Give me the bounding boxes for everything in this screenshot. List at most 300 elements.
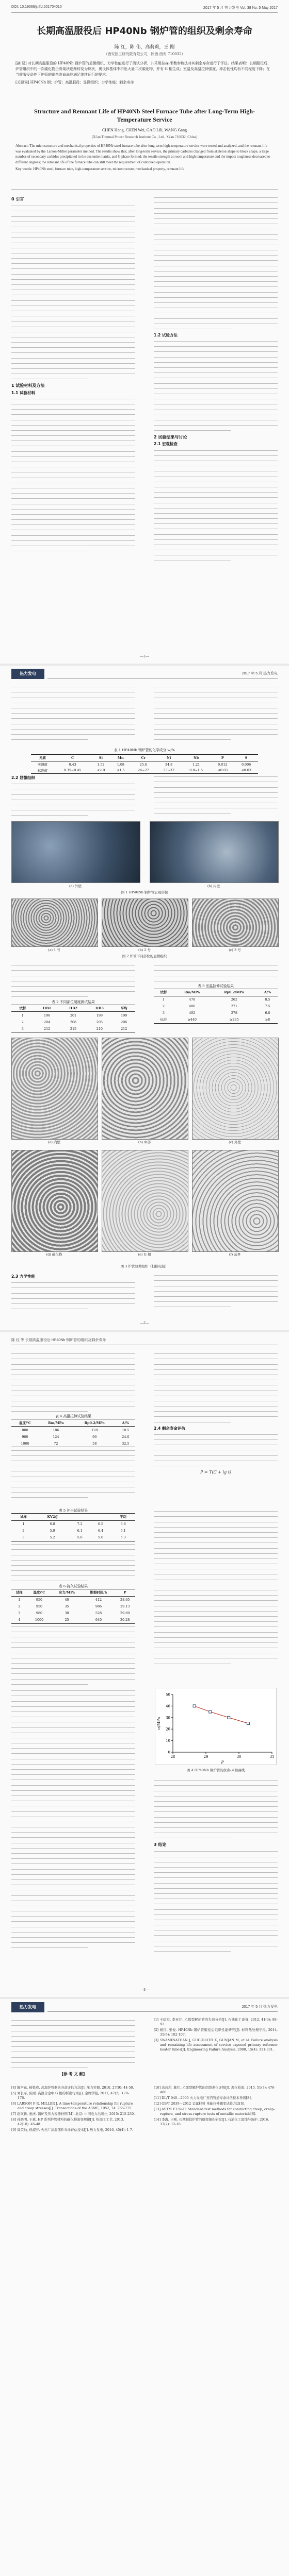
text-line (11, 454, 135, 459)
text-line (154, 706, 278, 710)
text-line (154, 1855, 278, 1859)
table-cell: 6.1 (77, 1529, 83, 1533)
table-cell: 800 (22, 1428, 28, 1432)
text-line (154, 453, 278, 458)
text-line (154, 316, 278, 321)
reference-item: [5] 刘长军, 陈刚. 高温合金中 G 相的析出行为[J]. 金属学报, 2011, 47(2): 170-176. (11, 2091, 129, 2100)
text-line (11, 2044, 135, 2049)
table-header-cell: P (211, 755, 234, 761)
y-tick-label: 10 (166, 1739, 170, 1743)
table-4-caption: 表 4 高温拉伸试验结果 (55, 1414, 91, 1419)
text-line (11, 1914, 135, 1919)
table-cell: 215 (60, 1025, 87, 1032)
text-line (11, 1704, 135, 1709)
text-line (11, 1851, 135, 1856)
text-line (154, 355, 278, 360)
table-header-cell: 应力/MPa (51, 1589, 82, 1596)
text-line (11, 209, 135, 213)
text-line (154, 365, 278, 370)
body-column-right (154, 1351, 278, 1505)
paragraph (11, 685, 135, 742)
subsection-heading: 1.1 试验材料 (11, 390, 35, 395)
table-row (11, 1528, 135, 1534)
table-cell: 25.6 (139, 762, 147, 767)
text-line (11, 465, 135, 469)
text-line (11, 1741, 135, 1745)
text-line (154, 1437, 278, 1442)
text-line (154, 227, 278, 231)
text-line (154, 1278, 278, 1283)
table-header-cell: Nb (182, 755, 211, 761)
text-line (11, 1693, 135, 1698)
text-line (11, 782, 135, 786)
table-cell: 25 (51, 1617, 82, 1623)
text-line (154, 248, 278, 252)
text-line (11, 1367, 135, 1372)
text-line (154, 1804, 278, 1809)
text-line (154, 1912, 278, 1917)
table-cell: 6.0 (265, 1011, 270, 1015)
figure-2c-micrograph (192, 899, 279, 947)
text-line (11, 1563, 135, 1568)
text-line (154, 1378, 278, 1382)
text-line (11, 2023, 135, 2028)
table-cell: 204 (44, 1020, 51, 1024)
text-line (11, 371, 135, 376)
paragraph (11, 1688, 135, 1950)
text-line (11, 1820, 135, 1824)
table-row (11, 1617, 135, 1623)
text-line (154, 448, 278, 453)
running-head: 陈 红 等 长期高温服役后 HP40Nb 钢炉管的组织及剩余寿命 (11, 1336, 278, 1345)
text-line (11, 1624, 135, 1629)
text-line (11, 984, 135, 989)
text-line (11, 1809, 135, 1814)
table-header-cell: 元素 (31, 755, 54, 761)
table-cell: ≥440 (173, 1016, 211, 1023)
text-line (11, 989, 135, 994)
text-line (11, 1291, 135, 1296)
table-2-caption: 表 2 不同部位硬度测试结果 (52, 999, 95, 1004)
abstract-cn (15, 61, 274, 86)
text-line (11, 1856, 135, 1861)
table-cell: 271 (231, 1004, 237, 1009)
text-line (154, 1799, 278, 1804)
text-line (154, 506, 278, 511)
table-cell: 1000 (27, 1617, 52, 1623)
text-line (11, 803, 135, 807)
text-line (11, 1409, 88, 1414)
larson-miller-chart (155, 1688, 277, 1766)
text-line (11, 1464, 135, 1468)
table-cell: 4 (11, 1617, 27, 1623)
table-header-cell: Si (91, 755, 110, 761)
text-line (154, 339, 278, 344)
table-row (11, 1012, 135, 1019)
text-line (11, 1772, 135, 1777)
text-line (154, 321, 278, 326)
reference-item: [3] SWAMINATHAN J, GUGULOTH K, GUNJAN M, et al. Failure analysis and remaining life assessment of service exposed primary reformer heater tubes[J]. Engineering Failure Analysis, 2008, 15(4): 311-331. (154, 2038, 278, 2052)
table-cell: 1 (22, 1522, 25, 1527)
text-line (154, 495, 278, 500)
text-line (11, 402, 135, 406)
text-line (11, 340, 135, 345)
text-line (11, 1835, 135, 1840)
figure-3-micrograph (192, 1150, 279, 1252)
text-line (11, 2034, 135, 2039)
text-line (11, 433, 135, 438)
text-line (154, 1815, 278, 1820)
text-line (11, 544, 135, 548)
body-column-left (11, 1509, 135, 1679)
figure-3-micrograph (192, 1038, 279, 1140)
text-line (11, 528, 135, 532)
keywords-cn: [关键词] HP40Nb 钢；炉管；高温服役；显微组织；力学性能；剩余寿命 (15, 80, 134, 84)
text-line (11, 219, 135, 224)
text-line (154, 732, 278, 737)
text-line (11, 1919, 135, 1924)
page-footer: —3— (140, 1988, 149, 1992)
table-cell: 0.35~0.45 (54, 768, 91, 774)
text-line (154, 501, 278, 505)
figure-2-caption: 图 2 炉管不同部位的显微组织 (122, 954, 167, 958)
text-line (154, 327, 231, 331)
paragraph (154, 1849, 278, 1954)
figure-1b-label: (b) 内壁 (207, 884, 220, 888)
text-line (11, 1542, 135, 1547)
text-line (154, 1870, 278, 1875)
text-line (11, 418, 135, 422)
reference-item: [6] LARSON F R, MILLER J. A time-temperature relationship for rupture and creep stresses[J]. Transactions of the ASME, 1952, 74: 765-775. (11, 2102, 133, 2110)
y-tick-label: 20 (166, 1727, 170, 1732)
text-line (11, 204, 135, 208)
text-line (11, 407, 135, 412)
text-line (154, 685, 278, 689)
text-line (11, 1715, 135, 1719)
text-line (11, 350, 135, 355)
text-line (11, 1547, 135, 1552)
text-line (11, 486, 135, 490)
affiliation-cn: （西安热工研究院有限公司，陕西 西安 710032） (104, 52, 185, 56)
text-line (154, 306, 278, 310)
text-line (11, 1558, 135, 1563)
text-line (154, 1399, 278, 1403)
table-cell: 212 (34, 1025, 60, 1032)
text-line (154, 801, 278, 805)
table-cell: 412 (95, 1598, 102, 1602)
text-line (11, 1682, 88, 1687)
text-line (154, 1881, 278, 1886)
table-cell: 实测值 (37, 762, 48, 767)
text-line (11, 1777, 135, 1782)
table-cell: 950 (36, 1598, 43, 1602)
y-tick-label: 40 (166, 1704, 170, 1708)
paragraph (11, 1624, 135, 1687)
subsection-heading: 2.1 宏观检查 (154, 442, 178, 447)
text-line (154, 1540, 278, 1545)
figure-1a-photo (11, 821, 140, 883)
y-tick-label: 0 (168, 1750, 170, 1755)
text-line (11, 994, 88, 999)
text-line (11, 1475, 135, 1479)
text-line (154, 1388, 278, 1393)
table-header-cell: Rp0.2/MPa (73, 1419, 116, 1427)
references-list-right (154, 2018, 278, 2052)
text-line (154, 1656, 278, 1660)
text-line (11, 1677, 135, 1682)
table-cell: 35 (65, 1604, 69, 1608)
text-line (11, 496, 135, 501)
text-line (154, 1448, 278, 1452)
text-line (11, 1846, 135, 1851)
table-cell: 6.4 (98, 1529, 104, 1533)
table-cell: 1 (162, 997, 165, 1002)
text-line (11, 1883, 135, 1887)
text-line (11, 792, 135, 797)
body-column-left (11, 195, 135, 648)
text-line (11, 1399, 135, 1403)
text-line (154, 963, 278, 968)
table-cell: 6.8 (50, 1522, 55, 1527)
text-line (154, 1289, 278, 1294)
figure-3-micrograph (11, 1150, 98, 1252)
text-line (154, 1836, 231, 1840)
text-line (11, 1640, 135, 1645)
paragraph (11, 963, 135, 999)
text-line (154, 1530, 278, 1535)
text-line (154, 206, 278, 211)
text-line (11, 2060, 135, 2065)
paragraph (11, 204, 135, 381)
text-line (11, 1746, 135, 1751)
text-line (11, 1307, 88, 1311)
text-line (154, 370, 278, 375)
text-line (154, 1520, 278, 1524)
table-row (154, 1016, 278, 1023)
table-row (154, 1010, 278, 1016)
reference-item: [11] DL/T 940—2005 火力发电厂蒸汽管道寿命评估技术导则[S]. (154, 2096, 252, 2100)
paragraph (154, 963, 278, 984)
text-line (154, 1294, 278, 1299)
table-1-caption: 表 1 HP40Nb 钢炉管的化学成分 w/% (114, 748, 175, 752)
table-header-cell: HB2 (60, 1005, 87, 1012)
table-header-cell: 试样 (11, 1005, 34, 1012)
table-cell: 29.69 (120, 1611, 130, 1615)
text-line (154, 1944, 278, 1948)
table-cell: 2 (21, 1020, 24, 1024)
table-cell: 128 (91, 1428, 98, 1432)
text-line (154, 711, 278, 716)
text-line (154, 521, 278, 526)
table-row (11, 1520, 135, 1527)
text-line (154, 243, 278, 247)
text-line (11, 968, 135, 973)
text-line (154, 1794, 278, 1799)
text-line (11, 1453, 135, 1458)
text-line (11, 737, 88, 742)
table-6-caption: 表 6 持久试验结果 (58, 1584, 88, 1588)
text-line (154, 548, 278, 552)
table-row (11, 1019, 135, 1025)
reference-item: [8] 孙晓明, 王惠. HP 系列炉管材料的碳化物演变规律[J]. 热加工工艺, 2013, 42(18): 45-48. (11, 2117, 124, 2126)
table-row (11, 1534, 135, 1541)
page-3 (0, 1332, 289, 1997)
reference-item: [1] 王建军, 李亚芹. 乙烯裂解炉管的失效分析[J]. 石油化工设备, 2012, 41(3): 88-92. (154, 2018, 278, 2026)
table-cell: 492 (189, 1011, 196, 1015)
text-line (11, 1388, 135, 1393)
table-cell: 278 (231, 1011, 237, 1015)
table-5 (11, 1513, 135, 1541)
text-line (11, 1940, 135, 1945)
text-line (11, 287, 135, 292)
body-column-left (11, 962, 135, 1029)
text-line (154, 1464, 231, 1468)
running-head: 2017 年 5 月 热力发电 (47, 670, 278, 679)
x-tick-label: 30 (236, 1755, 242, 1759)
table-row (154, 1003, 278, 1010)
text-line (11, 1757, 135, 1761)
table-cell: 5.9 (50, 1529, 55, 1533)
text-line (11, 298, 135, 303)
table-cell: 2 (162, 1004, 165, 1009)
paragraph (11, 1542, 135, 1583)
x-tick-label: 28 (170, 1755, 175, 1759)
equation: P = T(C + lg t) (200, 1469, 232, 1475)
table-3 (154, 989, 278, 1024)
text-line (11, 696, 135, 700)
text-line (154, 200, 278, 205)
table-cell: 210 (86, 1025, 113, 1032)
text-line (154, 1299, 278, 1304)
text-line (11, 1867, 135, 1872)
text-line (11, 330, 135, 334)
paragraph (11, 2018, 135, 2070)
page-footer: —1— (140, 655, 149, 658)
text-line (154, 1273, 278, 1278)
text-line (11, 481, 135, 485)
table-row (11, 1596, 135, 1603)
text-line (11, 685, 135, 689)
text-line (11, 491, 135, 496)
text-line (154, 1902, 278, 1906)
text-line (154, 311, 278, 315)
text-line (11, 1899, 135, 1903)
text-line (154, 1849, 278, 1854)
text-line (154, 284, 278, 289)
section-heading: 0 引言 (11, 197, 24, 201)
table-cell: 1 (18, 1598, 21, 1602)
figure-4-caption: 图 4 HP40Nb 钢炉管的拉森-米勒曲线 (186, 1768, 245, 1772)
text-line (154, 264, 278, 268)
text-line (154, 258, 278, 263)
text-line (154, 511, 278, 516)
text-line (154, 1928, 278, 1933)
table-cell: 18.5 (122, 1428, 130, 1432)
table-row (11, 1440, 135, 1447)
table-cell: 24~27 (131, 768, 156, 774)
text-line (11, 1935, 135, 1940)
text-line (154, 1651, 278, 1655)
text-line (154, 785, 278, 790)
text-line (11, 1635, 135, 1639)
text-line (154, 386, 278, 391)
text-line (11, 1877, 135, 1882)
table-cell: 262 (231, 997, 237, 1002)
x-axis-label: P (221, 1760, 224, 1765)
text-line (154, 1394, 278, 1398)
text-line (154, 1453, 278, 1458)
text-line (11, 282, 135, 287)
figure-2c-label: (c) 3 号 (229, 948, 241, 952)
text-line (11, 1767, 135, 1772)
table-cell: 29.13 (120, 1604, 130, 1608)
abstract-en-text: Abstract: The microstructure and mechanical properties of HP40Nb steel furnace tube after long-term high-temperature service were tested and analyzed, and the remnant life was evaluated by the Larson-Miller parameter method. The results show that, after long-term service, the primary carbides changed from skeleton shape to block shape, a large number of secondary carbides precipitated in the austenite matrix, and G phase formed; the tensile strength at room and high temperature and the impact toughness decreased to different degrees; the remnant life of the furnace tube can still meet the requirement of continued operation. (15, 144, 270, 164)
table-header-cell: A/% (116, 1419, 135, 1427)
table-header-cell: HB1 (34, 1005, 60, 1012)
text-line (154, 974, 278, 978)
reference-item: [10] 高莉莉, 陈红. 乙烯裂解炉管的组织老化评级[J]. 理化检验, 2015, 51(7): 476-480. (154, 2086, 276, 2094)
text-line (11, 476, 135, 480)
text-line (11, 1656, 135, 1660)
text-line (154, 1646, 278, 1650)
text-line (154, 1284, 278, 1289)
text-line (154, 774, 278, 779)
text-line (154, 1783, 278, 1788)
text-line (11, 2065, 88, 2070)
text-line (154, 1443, 278, 1447)
text-line (154, 1567, 278, 1571)
figure-1-caption: 图 1 HP40Nb 钢炉管宏观形貌 (121, 890, 168, 894)
text-line (154, 1609, 278, 1614)
text-line (154, 1598, 278, 1603)
x-tick-label: 31 (269, 1755, 275, 1759)
text-line (11, 813, 88, 818)
paragraph (11, 1280, 135, 1311)
text-line (154, 1604, 278, 1608)
text-line (11, 2055, 135, 2060)
body-column-left (11, 1688, 135, 1976)
table-row (11, 1427, 135, 1433)
text-line (154, 469, 278, 473)
abstract-en (15, 143, 274, 172)
journal-banner: 热力发电 (11, 669, 44, 679)
text-line (154, 1509, 278, 1514)
table-cell: 1.08 (117, 762, 124, 767)
text-line (11, 256, 135, 261)
text-line (11, 549, 88, 553)
table-cell: 8.5 (265, 997, 270, 1002)
text-line (11, 1490, 135, 1495)
table-cell: 33~37 (156, 768, 181, 774)
text-line (154, 1304, 231, 1309)
text-line (154, 1923, 278, 1927)
text-line (11, 266, 135, 271)
text-line (11, 1372, 135, 1377)
text-line (154, 464, 278, 468)
text-line (11, 1904, 135, 1908)
text-line (11, 1804, 135, 1808)
paragraph (154, 448, 278, 563)
table-cell: 0.006 (241, 762, 251, 767)
table-5-caption: 表 5 冲击试验结果 (58, 1509, 88, 1513)
page-footer: —2— (140, 1321, 149, 1325)
text-line (154, 696, 278, 700)
text-line (11, 1930, 135, 1935)
text-line (154, 543, 278, 547)
text-line (154, 349, 278, 354)
body-column-left (11, 2018, 135, 2079)
text-line (154, 376, 278, 380)
